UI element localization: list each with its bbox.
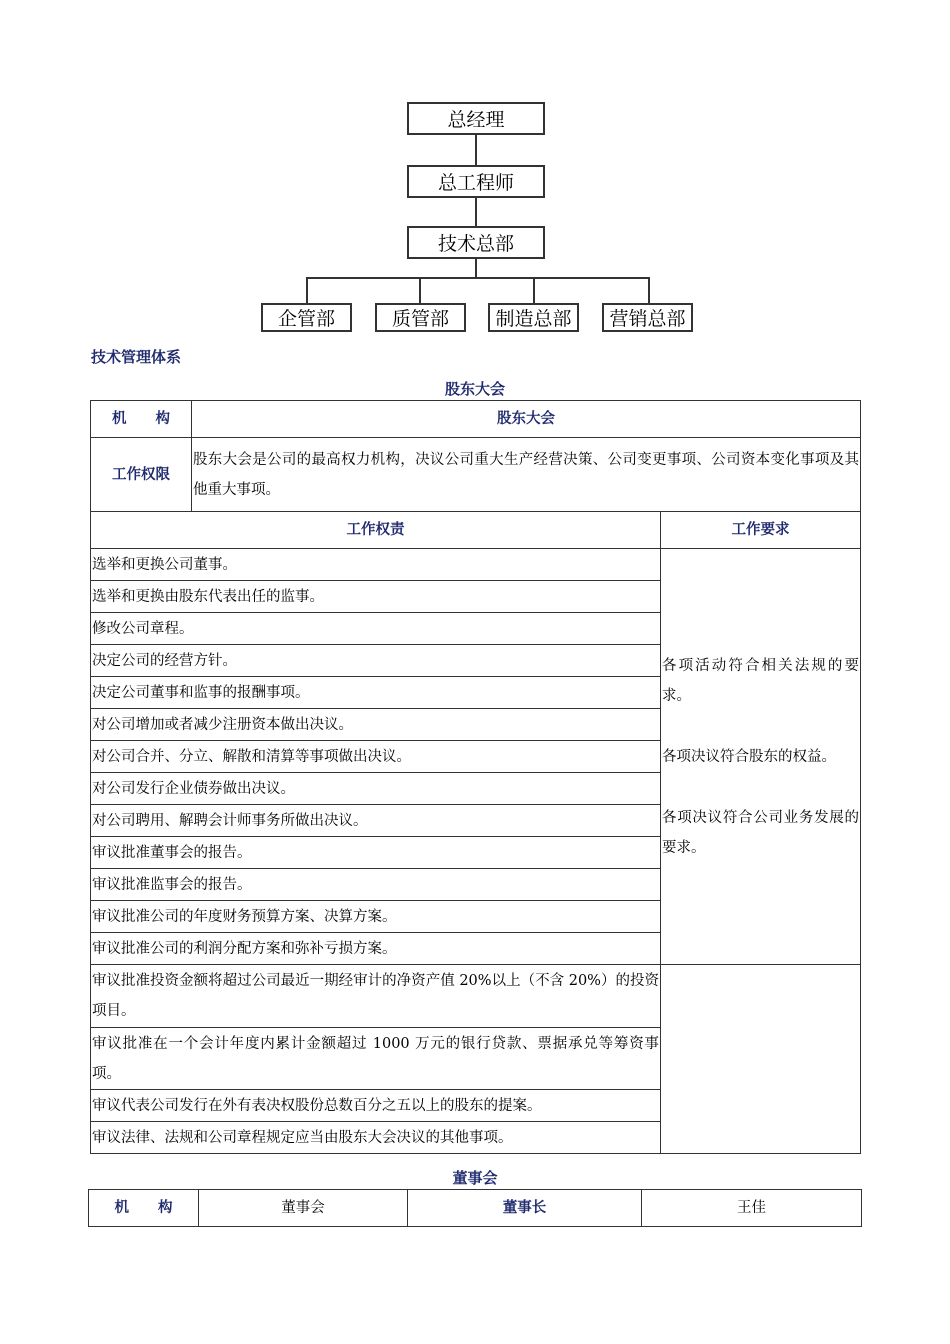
- org-box-quality-mgmt: 质管部: [375, 303, 466, 332]
- connector: [306, 277, 650, 279]
- duty-row: 审议法律、法规和公司章程规定应当由股东大会决议的其他事项。: [91, 1122, 661, 1154]
- duty-row: 审议代表公司发行在外有表决权股份总数百分之五以上的股东的提案。: [91, 1090, 661, 1122]
- duty-row: 对公司发行企业债券做出决议。: [91, 773, 661, 805]
- board-title: 董事会: [452, 1169, 498, 1187]
- duty-row: 对公司聘用、解聘会计师事务所做出决议。: [91, 805, 661, 837]
- shareholders-info-table: [90, 400, 861, 512]
- org-box-tech-dept: 技术总部: [407, 226, 545, 259]
- duty-row: 选举和更换公司董事。: [91, 549, 661, 581]
- requirement-item: 各项决议符合股东的权益。: [662, 748, 836, 765]
- col-requirements: 工作要求: [661, 512, 861, 549]
- board-chair-value: 王佳: [642, 1190, 862, 1227]
- connector: [533, 277, 535, 304]
- duty-row: 决定公司董事和监事的报酬事项。: [91, 677, 661, 709]
- requirement-item: 各项决议符合公司业务发展的要求。: [662, 809, 859, 856]
- authority-label: 工作权限: [91, 438, 192, 512]
- duty-row: 选举和更换由股东代表出任的监事。: [91, 581, 661, 613]
- org-box-marketing: 营销总部: [602, 303, 693, 332]
- requirements-cell: [661, 549, 861, 965]
- connector: [306, 277, 308, 304]
- org-value: 股东大会: [192, 401, 861, 438]
- board-org-label: 机 构: [89, 1190, 199, 1227]
- shareholders-duties-table: [90, 511, 861, 1154]
- duty-row: 审议批准在一个会计年度内累计金额超过 1000 万元的银行贷款、票据承兑等筹资事项。: [91, 1028, 661, 1090]
- connector: [648, 277, 650, 304]
- connector: [475, 259, 477, 279]
- connector: [419, 277, 421, 304]
- org-box-chief-engineer: 总工程师: [407, 165, 545, 198]
- connector: [475, 135, 477, 166]
- duty-row: 审议批准监事会的报告。: [91, 869, 661, 901]
- authority-text: 股东大会是公司的最高权力机构，决议公司重大生产经营决策、公司变更事项、公司资本变化事项及其他重大事项。: [192, 438, 861, 512]
- org-box-general-manager: 总经理: [407, 102, 545, 135]
- org-box-manufacturing: 制造总部: [488, 303, 579, 332]
- org-box-enterprise-mgmt: 企管部: [261, 303, 352, 332]
- shareholders-title: 股东大会: [444, 380, 505, 398]
- duty-row: 决定公司的经营方针。: [91, 645, 661, 677]
- requirements-cell-empty: [661, 965, 861, 1154]
- duty-row: 对公司合并、分立、解散和清算等事项做出决议。: [91, 741, 661, 773]
- duty-row: 修改公司章程。: [91, 613, 661, 645]
- requirement-item: 各项活动符合相关法规的要求。: [662, 657, 859, 704]
- board-info-table: [88, 1189, 862, 1227]
- col-duties: 工作权责: [91, 512, 661, 549]
- duty-row: 审议批准公司的年度财务预算方案、决算方案。: [91, 901, 661, 933]
- section-heading: 技术管理体系: [91, 348, 182, 366]
- duty-row: 审议批准公司的利润分配方案和弥补亏损方案。: [91, 933, 661, 965]
- duty-row: 审议批准投资金额将超过公司最近一期经审计的净资产值 20%以上（不含 20%）的投资项目。: [91, 965, 661, 1028]
- duty-row: 审议批准董事会的报告。: [91, 837, 661, 869]
- board-org-value: 董事会: [199, 1190, 408, 1227]
- connector: [475, 198, 477, 227]
- org-label: 机 构: [91, 401, 192, 438]
- duty-row: 对公司增加或者减少注册资本做出决议。: [91, 709, 661, 741]
- board-chair-label: 董事长: [408, 1190, 642, 1227]
